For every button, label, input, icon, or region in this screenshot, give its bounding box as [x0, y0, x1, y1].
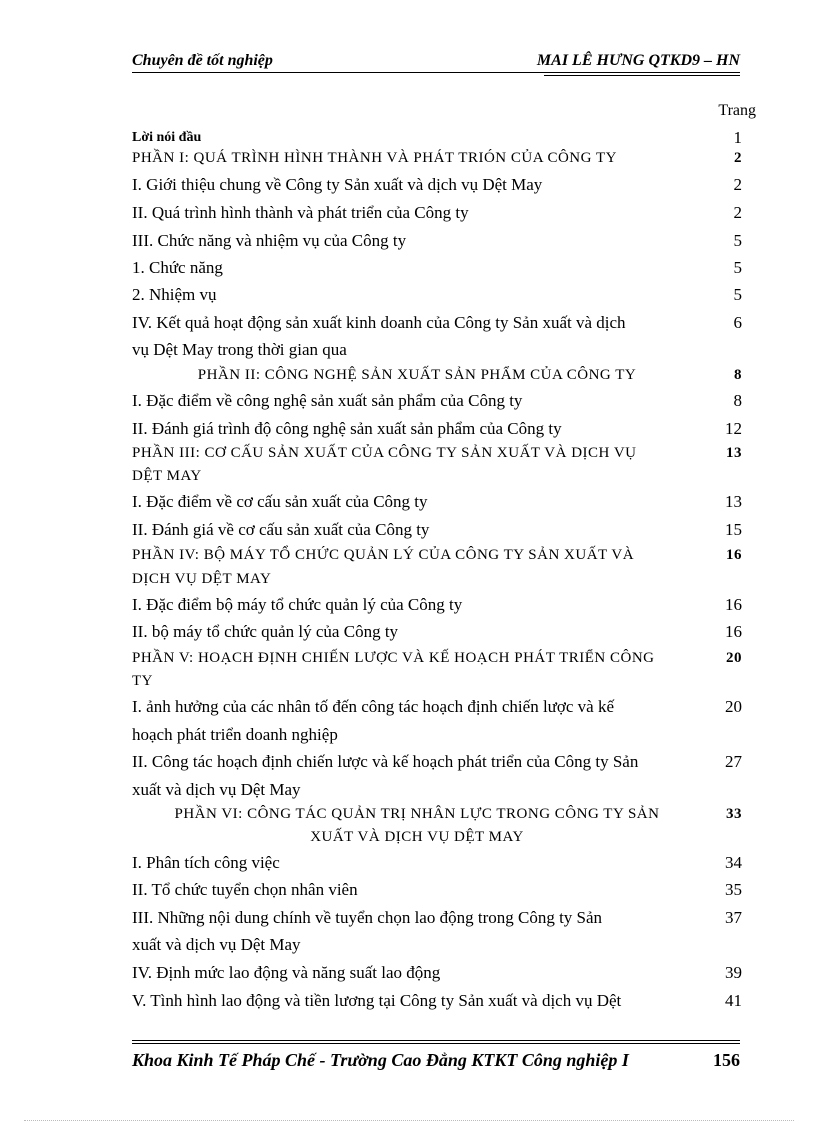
footer-rule: [132, 1040, 740, 1041]
footer-rule-double: [132, 1043, 740, 1044]
toc-entry-page: 15: [725, 520, 742, 539]
toc-entry-text: I. Đặc điểm bộ máy tổ chức quản lý của Công ty: [132, 595, 463, 614]
toc-entry-text: I. Phân tích công việc: [132, 853, 280, 872]
toc-entry-page: 2: [734, 150, 742, 166]
toc-entry-page: 37: [725, 908, 742, 927]
toc-entry-text: PHẦN I: QUÁ TRÌNH HÌNH THÀNH VÀ PHÁT TRIÓN CỦA CÔNG TY: [132, 150, 617, 166]
page-footer: [132, 1040, 740, 1070]
header-rule: [132, 72, 740, 73]
toc-entry-page: 34: [725, 853, 742, 872]
toc-entry-page: 13: [726, 445, 742, 461]
toc-entry-page: 8: [734, 367, 742, 383]
toc-entry-text: V. Tình hình lao động và tiền lương tại Công ty Sản xuất và dịch vụ Dệt: [132, 991, 622, 1010]
toc-entry-page: 6: [733, 313, 742, 332]
footer-institution: Khoa Kinh Tế Pháp Chế - Trường Cao Đẳng KTKT Công nghiệp I: [132, 1050, 629, 1070]
toc-entry-page: 33: [726, 806, 742, 822]
toc-entry-page: 5: [733, 258, 742, 277]
toc-entry-page: 27: [725, 752, 742, 771]
toc-entry-text: II. bộ máy tổ chức quản lý của Công ty: [132, 622, 399, 641]
toc-entry-page: 20: [725, 697, 742, 716]
toc-entry-page: 39: [725, 963, 742, 982]
toc-entry-text: PHẦN II: CÔNG NGHỆ SẢN XUẤT SẢN PHẨM CỦA CÔNG TY: [197, 367, 637, 383]
toc-entry-text: II. Đánh giá về cơ cấu sản xuất của Công ty: [132, 520, 430, 539]
toc-entry-page: 16: [725, 595, 742, 614]
toc-entry-page: 5: [733, 231, 742, 250]
toc-entry-page: 35: [725, 880, 742, 899]
toc-entry-text: hoạch phát triển doanh nghiệp: [132, 725, 338, 744]
toc-entry-text: III. Những nội dung chính về tuyển chọn lao động trong Công ty Sản: [132, 908, 603, 927]
toc-entry-text: II. Tổ chức tuyển chọn nhân viên: [132, 880, 358, 899]
toc-entry-text: xuất và dịch vụ Dệt May: [132, 935, 301, 954]
page-column-label: Trang: [718, 102, 756, 119]
toc-entry-text: PHẦN III: CƠ CẤU SẢN XUẤT CỦA CÔNG TY SẢN XUẤT VÀ DỊCH VỤ: [132, 445, 637, 461]
toc-entry-text: PHẦN V: HOẠCH ĐỊNH CHIẾN LƯỢC VÀ KẾ HOẠCH PHÁT TRIỂN CÔNG: [132, 650, 655, 666]
toc-entry-text: II. Đánh giá trình độ công nghệ sản xuất sản phẩm của Công ty: [132, 419, 562, 438]
toc-entry-text: 1. Chức năng: [132, 258, 223, 277]
toc-entry-text: DỆT MAY: [132, 468, 202, 484]
header-title: Chuyên đề tốt nghiệp: [132, 52, 273, 69]
toc-entry-page: 13: [725, 492, 742, 511]
page-edge-divider: [24, 1120, 794, 1121]
toc-entry-page: 5: [733, 285, 742, 304]
toc-entry-page: 20: [726, 650, 742, 666]
toc-entry-text: DỊCH VỤ DỆT MAY: [132, 571, 272, 587]
toc-entry-text: I. ảnh hưởng của các nhân tố đến công tác hoạch định chiến lược và kế: [132, 697, 615, 716]
toc-entry-text: xuất và dịch vụ Dệt May: [132, 780, 301, 799]
toc-entry-text: I. Đặc điểm về cơ cấu sản xuất của Công ty: [132, 492, 428, 511]
toc-entry-text: vụ Dệt May trong thời gian qua: [132, 340, 347, 359]
header-author: MAI LÊ HƯNG QTKD9 – HN: [536, 52, 740, 69]
toc-entry-text: TY: [132, 673, 153, 689]
toc-entry-text: IV. Kết quả hoạt động sản xuất kinh doanh của Công ty Sản xuất và dịch: [132, 313, 626, 332]
toc-entry-page: 2: [733, 175, 742, 194]
toc-entry-page: 12: [725, 419, 742, 438]
toc-entry-text: 2. Nhiệm vụ: [132, 285, 217, 304]
toc-entry-page: 16: [725, 622, 742, 641]
toc-entry-text: IV. Định mức lao động và năng suất lao động: [132, 963, 441, 982]
toc-entry-page: 41: [725, 991, 742, 1010]
toc-entry-text: I. Giới thiệu chung về Công ty Sản xuất và dịch vụ Dệt May: [132, 175, 543, 194]
header-rule-underline: [544, 75, 740, 76]
page-header: [132, 50, 740, 74]
toc-entry-page: 1: [733, 128, 742, 147]
toc-entry-page: 8: [733, 391, 742, 410]
toc-entry-text: III. Chức năng và nhiệm vụ của Công ty: [132, 231, 407, 250]
toc-entry-page: 2: [733, 203, 742, 222]
toc-entry-page: 16: [726, 547, 742, 563]
toc-entry-text: XUẤT VÀ DỊCH VỤ DỆT MAY: [310, 829, 524, 845]
toc-entry-text: II. Quá trình hình thành và phát triển của Công ty: [132, 203, 469, 222]
toc-entry-text: PHẦN IV: BỘ MÁY TỔ CHỨC QUẢN LÝ CỦA CÔNG TY SẢN XUẤT VÀ: [132, 547, 635, 563]
toc-entry-text: II. Công tác hoạch định chiến lược và kế hoạch phát triển của Công ty Sản: [132, 752, 639, 771]
toc-entry-text: Lời nói đầu: [132, 130, 202, 145]
toc-entry-text: I. Đặc điểm về công nghệ sản xuất sản phẩm của Công ty: [132, 391, 523, 410]
toc-entry-text: PHẦN VI: CÔNG TÁC QUẢN TRỊ NHÂN LỰC TRONG CÔNG TY SẢN: [174, 806, 660, 822]
page-number: 156: [713, 1050, 740, 1070]
